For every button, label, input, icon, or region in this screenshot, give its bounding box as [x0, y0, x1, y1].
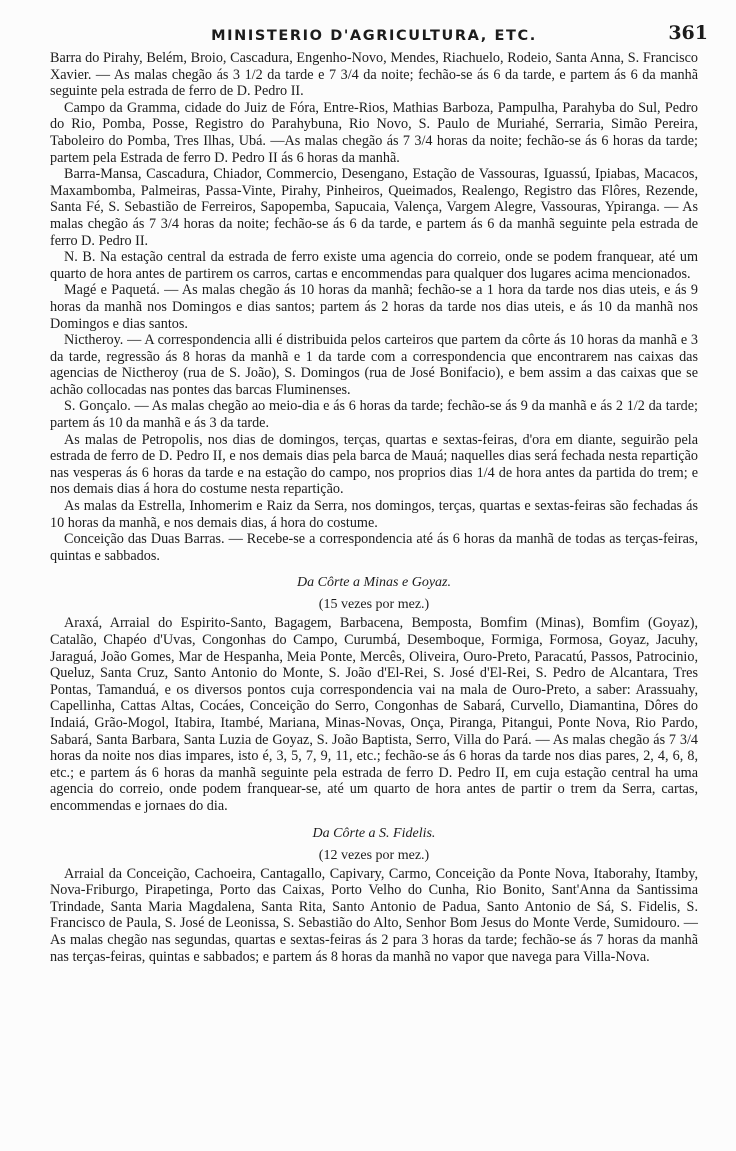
paragraph-barra-mansa: Barra-Mansa, Cascadura, Chiador, Commercio, Desengano, Estação de Vassouras, Iguassú, Ipiabas, Macacos, Maxambomba, Palmeiras, Passa-Vinte, Pirahy, Pinheiros, Queimados, Realengo, Registro das Flôres, Rezende, Santa Fé, S. Sebastião de Ferreiros, Sapopemba, Sapucaia, Valença, Vargem Alegre, Vassouras, Ypiranga. — As malas chegão ás 7 3/4 horas da noite; fechão-se ás 6 da tarde, e partem ás 6 da manhã seguinte pela estrada de ferro D. Pedro II. — [50, 166, 698, 249]
section-frequency-minas-goyaz: (15 vezes por mez.) — [318, 597, 430, 613]
section-title-minas-goyaz: Da Côrte a Minas e Goyaz. — [297, 575, 451, 591]
paragraph-estrella: As malas da Estrella, Inhomerim e Raiz da Serra, nos domingos, terças, quartas e sextas-feiras são fechadas ás 10 horas da manhã, e nos demais dias, á hora do costume. — [50, 498, 698, 531]
paragraph-mage-paqueta: Magé e Paquetá. — As malas chegão ás 10 horas da manhã; fechão-se a 1 hora da tarde nos dias uteis, e ás 9 horas da manhã nos Domingos e dias santos; partem ás 2 horas da tarde nos dias uteis, e ás 10 da manhã nos Domingos e dias santos. — [50, 282, 698, 332]
paragraph-barra-do-pirahy: Barra do Pirahy, Belém, Broio, Cascadura, Engenho-Novo, Mendes, Riachuelo, Rodeio, Santa Anna, S. Francisco Xavier. — As malas chegão ás 3 1/2 da tarde e 7 3/4 da noite; fechão-se ás 6 da tarde, e partem ás 6 da manhã seguinte pela estrada de ferro de D. Pedro II. — [50, 50, 698, 100]
page-header — [50, 22, 708, 50]
paragraph-nota-bene: N. B. Na estação central da estrada de ferro existe uma agencia do correio, onde se podem franquear, até um quarto de hora antes de partirem os carros, cartas e encommendas para qualquer dos lugares acima mencionados. — [50, 249, 698, 282]
paragraph-duas-barras: Conceição das Duas Barras. — Recebe-se a correspondencia até ás 6 horas da manhã de todas as terças-feiras, quintas e sabbados. — [50, 531, 698, 564]
paragraph-s-fidelis: Arraial da Conceição, Cachoeira, Cantagallo, Capivary, Carmo, Conceição da Ponte Nova, Itaborahy, Itamby, Nova-Friburgo, Pirapetinga, Porto das Caixas, Porto Velho do Cunha, Rio Bonito, Sant'Anna da Santissima Trindade, Santa Maria Magdalena, Santa Rita, Santo Antonio de Padua, Santo Antonio de Sá, S. Fidelis, S. Francisco de Paula, S. José de Leonissa, S. Sebastião do Alto, Senhor Bom Jesus do Monte Verde, Sumidouro. — As malas chegão nas segundas, quartas e sextas-feiras ás 2 para 3 horas da tarde; fechão-se ás 7 horas da manhã nas terças-feiras, quintas e sabbados; e partem ás 8 horas da manhã no vapor que navega para Villa-Nova. — [50, 865, 698, 965]
page-number: 361 — [668, 22, 708, 44]
paragraph-s-goncalo: S. Gonçalo. — As malas chegão ao meio-dia e ás 6 horas da tarde; fechão-se ás 9 da manhã e ás 2 1/2 da tarde; partem ás 10 da manhã e ás 3 da tarde. — [50, 398, 698, 432]
paragraph-petropolis: As malas de Petropolis, nos dias de domingos, terças, quartas e sextas-feiras, d'ora em diante, seguirão pela estrada de ferro de D. Pedro II, e nos demais dias pela barca de Mauá; naquelles dias será fechada nesta repartição nas vesperas ás 6 horas da tarde e na estação do campo, nos proprios dias 1/4 de hora antes da partida do trem; e nos demais dias á hora do costume nesta repartição. — [50, 431, 698, 498]
page-body — [50, 50, 698, 965]
section-title-s-fidelis: Da Côrte a S. Fidelis. — [312, 825, 436, 841]
paragraph-nictheroy: Nictheroy. — A correspondencia alli é distribuida pelos carteiros que partem da côrte ás 10 horas da manhã e 3 da tarde, regressão ás 8 horas da manhã e 1 da tarde com a correspondencia que encontrarem nas caixas das agencias de Nictheroy (rua de S. João), S. Domingos (rua de José Bonifacio), e bem assim a das caixas que se achão collocadas nas pontes das barcas Fluminenses. — [50, 332, 698, 398]
document-page — [50, 22, 708, 965]
section-frequency-s-fidelis: (12 vezes por mez.) — [318, 847, 430, 863]
paragraph-minas-goyaz: Araxá, Arraial do Espirito-Santo, Bagagem, Barbacena, Bemposta, Bomfim (Minas), Bomfim (Goyaz), Catalão, Chapéo d'Uvas, Congonhas do Campo, Curumbá, Desemboque, Formiga, Formosa, Goyaz, Jacuhy, Jaraguá, João Gomes, Mar de Hespanha, Meia Ponte, Mercês, Oliveira, Ouro-Preto, Paracatú, Passos, Patrocinio, Queluz, Santa Cruz, Santo Antonio do Monte, S. João d'El-Rei, S. José d'El-Rei, S. Pedro de Alcantara, Tres Pontas, Tamanduá, e os diversos pontos cuja correspondencia vai na mala de Ouro-Preto, a saber: Arassuahy, Capellinha, Cattas Altas, Cocáes, Conceição do Serro, Congonhas de Sabará, Curvello, Diamantina, Dôres do Indaiá, Grão-Mogol, Itabira, Itambé, Mariana, Minas-Novas, Onça, Piranga, Pitangui, Ponte Nova, Rio Pardo, Sabará, Santa Barbara, Santa Luzia de Goyaz, S. João Baptista, Serro, Villa do Pará. — As malas chegão ás 7 3/4 horas da noite nos dias impares, isto é, 3, 5, 7, 9, 11, etc.; fechão-se ás 6 horas da tarde nos dias pares, 2, 4, 6, 8, etc.; e partem ás 6 horas da manhã seguinte pela estrada de ferro D. Pedro II, em cuja estação central ha uma agencia do correio, onde podem franquear-se, até um quarto de hora antes de partir o trem da Serra, cartas, encommendas e jornaes do dia. — [50, 615, 698, 814]
running-title: MINISTERIO D'AGRICULTURA, ETC. — [211, 28, 537, 44]
paragraph-campo-da-gramma: Campo da Gramma, cidade do Juiz de Fóra, Entre-Rios, Mathias Barboza, Pampulha, Parahyba do Sul, Pedro do Rio, Pomba, Posse, Registro do Parahybuna, Rio Novo, S. Paulo de Muriahé, Serraria, Simão Pereira, Taboleiro do Pomba, Tres Ilhas, Ubá. —As malas chegão ás 7 3/4 horas da noite; fechão-se ás 6 horas da tarde; partem pela Estrada de ferro D. Pedro II ás 6 horas da manhã. — [50, 99, 698, 166]
